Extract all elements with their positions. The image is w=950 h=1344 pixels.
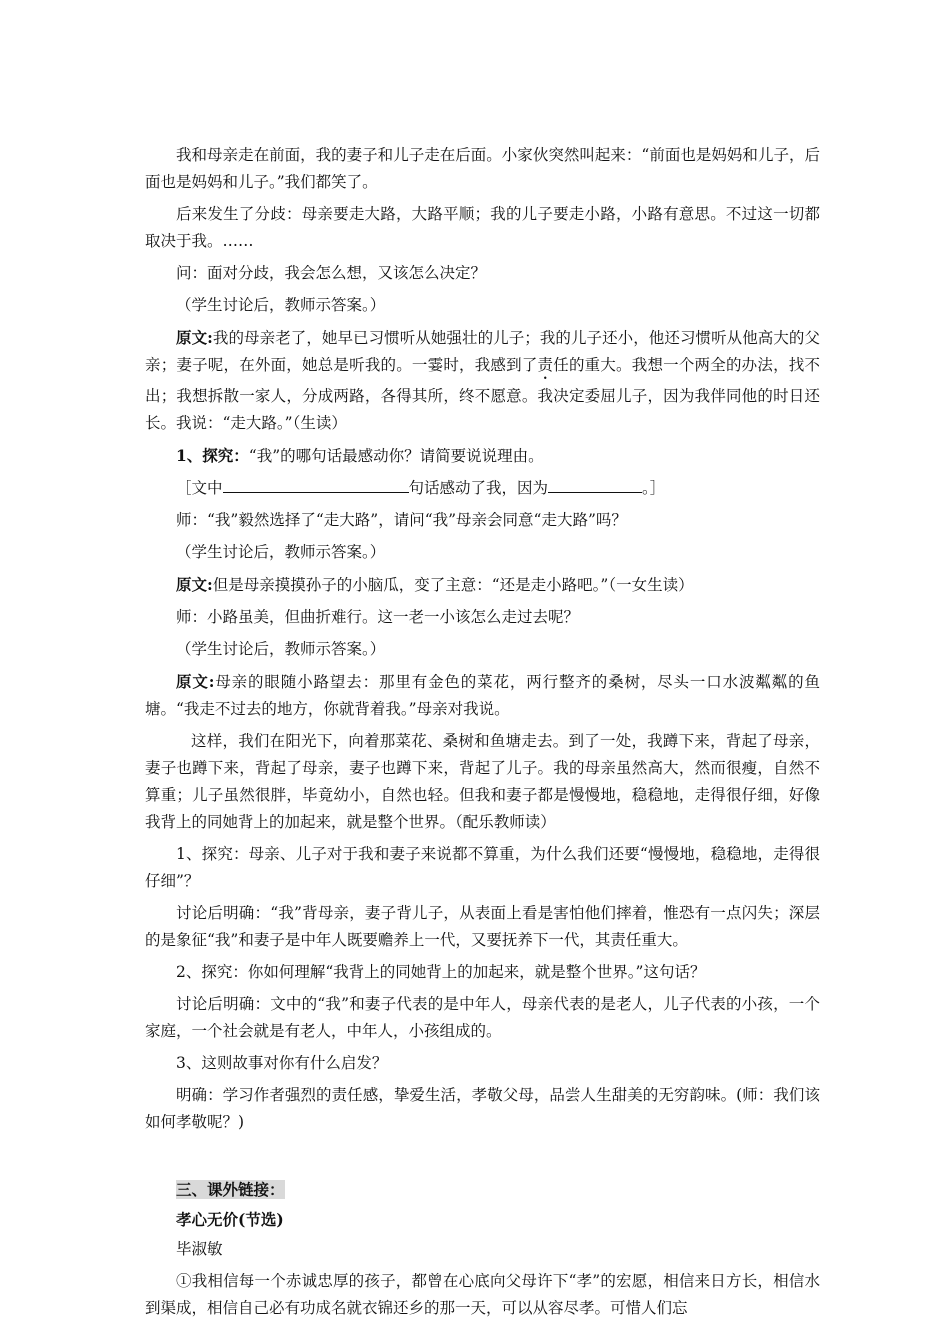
- section-gap: [145, 1136, 820, 1176]
- teacher-question: 师：“我”毅然选择了“走大路”，请问“我”母亲会同意“走大路”吗？: [176, 511, 627, 529]
- original-text-label: 原文:: [176, 328, 213, 347]
- section-heading: 三、课外链接：: [176, 1180, 285, 1199]
- question: 问：面对分歧，我会怎么想，又该怎么决定？: [176, 264, 487, 282]
- fill-text-end: 。］: [642, 479, 666, 497]
- explore-text: “我”的哪句话最感动你？请简要说说理由。: [248, 447, 544, 465]
- article-author: 毕淑敏: [176, 1240, 223, 1258]
- paragraph: 这样，我们在阳光下，向着那菜花、桑树和鱼塘走去。到了一处，我蹲下来，背起了母亲，妻子也蹲下来，背起了母亲，妻子也蹲下来，背起了儿子。我的母亲虽然高大，然而很瘦，自然不算重；儿子虽然很胖，毕竟幼小，自然也轻。但我和妻子都是慢慢地，稳稳地，走得很仔细，好像我背上的同她背上的加起来，就是整个世界。（配乐教师读）: [145, 732, 820, 831]
- answer-blank[interactable]: [548, 477, 642, 493]
- original-text: 母亲的眼随小路望去：那里有金色的菜花，两行整齐的桑树，尽头一口水波粼粼的鱼塘。“我走不过去的地方，你就背着我。”母亲对我说。: [145, 673, 820, 718]
- answer-paragraph: 讨论后明确：“我”背母亲，妻子背儿子，从表面上看是害怕他们摔着，惟恐有一点闪失；深层的是象征“我”和妻子是中年人既要赡养上一代，又要抚养下一代，其责任重大。: [145, 904, 820, 949]
- teacher-question: 师：小路虽美，但曲折难行。这一老一小该怎么走过去呢？: [176, 608, 580, 626]
- paragraph: 我和母亲走在前面，我的妻子和儿子走在后面。小家伙突然叫起来：“前面也是妈妈和儿子，后面也是妈妈和儿子。”我们都笑了。: [145, 146, 820, 191]
- note: （学生讨论后，教师示答案。）: [176, 296, 386, 314]
- emphasis-char: 责: [537, 356, 554, 374]
- fill-in-blank: [145, 475, 820, 502]
- explore-question: 2、探究：你如何理解“我背上的同她背上的加起来，就是整个世界。”这句话？: [176, 963, 706, 981]
- explore-question: 1、探究：母亲、儿子对于我和妻子来说都不算重，为什么我们还要“慢慢地，稳稳地，走得很仔细”？: [145, 845, 820, 890]
- explore-label: 1、探究：: [176, 446, 249, 465]
- document-page: [145, 142, 820, 1322]
- answer-blank[interactable]: [223, 477, 409, 493]
- fill-text-start: ［文中: [176, 479, 223, 497]
- section-heading-line: [145, 1176, 820, 1204]
- answer-paragraph: 明确：学习作者强烈的责任感，挚爱生活，孝敬父母，品尝人生甜美的无穷韵味。(师：我们该如何孝敬呢？): [145, 1086, 820, 1131]
- note: （学生讨论后，教师示答案。）: [176, 640, 386, 658]
- explore-question: 3、这则故事对你有什么启发？: [176, 1054, 388, 1072]
- explore-question: [145, 442, 820, 470]
- answer-paragraph: 讨论后明确：文中的“我”和妻子代表的是中年人，母亲代表的是老人，儿子代表的小孩，一个家庭，一个社会就是有老人，中年人，小孩组成的。: [145, 995, 820, 1040]
- article-excerpt: ①我相信每一个赤诚忠厚的孩子，都曾在心底向父母许下“孝”的宏愿，相信来日方长，相信水到渠成，相信自己必有功成名就衣锦还乡的那一天，可以从容尽孝。可惜人们忘: [145, 1272, 820, 1317]
- original-text-paragraph: [145, 571, 820, 599]
- original-text-cont: 任的重大。我想一个两全的办法，找不出；我想拆散一家人，分成两路，各得其所，终不愿意。我决定委屈儿子，因为我伴同他的时日还长。我说：“走大路。”（生读）: [145, 356, 820, 432]
- paragraph: 后来发生了分歧：母亲要走大路，大路平顺；我的儿子要走小路，小路有意思。不过这一切都取决于我。……: [145, 205, 820, 250]
- original-text-label: 原文:: [176, 672, 215, 691]
- original-text-label: 原文:: [176, 575, 213, 594]
- original-text-paragraph: [145, 324, 820, 437]
- original-text: 但是母亲摸摸孙子的小脑瓜，变了主意：“还是走小路吧。”（一女生读）: [212, 576, 694, 594]
- article-title: [145, 1206, 820, 1234]
- note: （学生讨论后，教师示答案。）: [176, 543, 386, 561]
- original-text-paragraph: [145, 668, 820, 723]
- fill-text-middle: 句话感动了我，因为: [408, 479, 549, 497]
- original-text: 我的母亲老了，她早已习惯听从她强壮的儿子；我的儿子还小，他还习惯听从他高大的父亲；妻子呢，在外面，她总是听我的。一霎时，我感到了: [145, 329, 820, 374]
- article-title-text: 孝心无价(节选): [176, 1210, 284, 1229]
